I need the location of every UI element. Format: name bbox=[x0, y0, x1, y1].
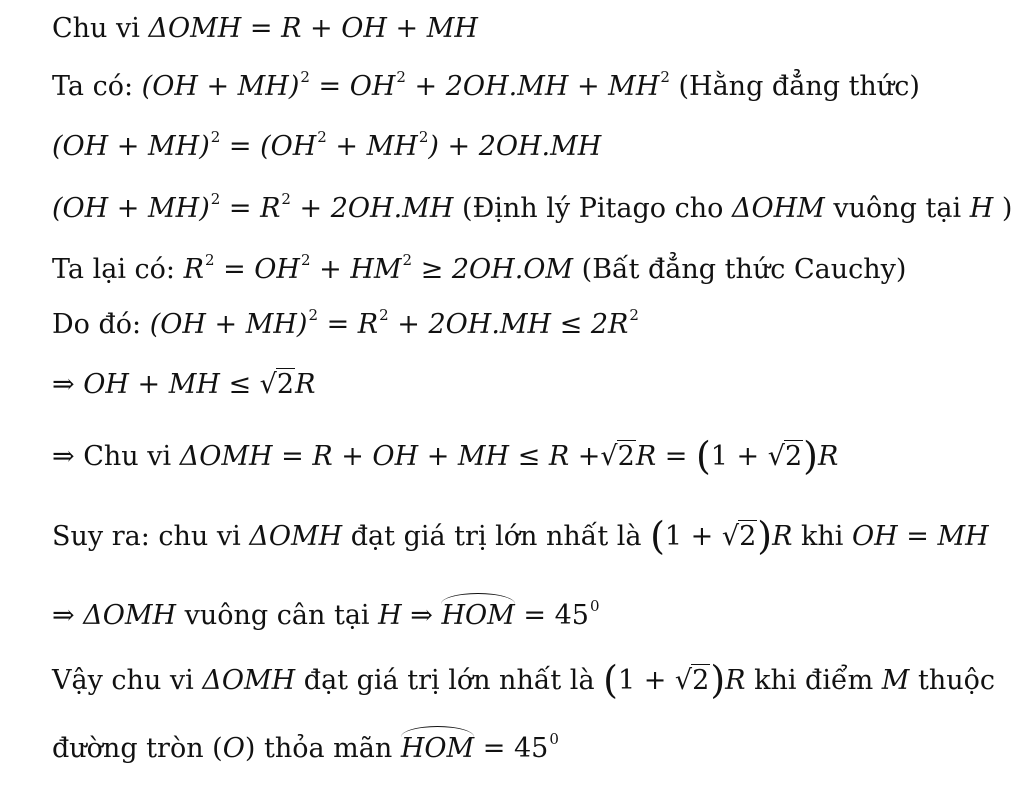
exponent: 2 bbox=[281, 190, 291, 208]
exponent: 2 bbox=[379, 306, 389, 324]
big-paren: ) bbox=[803, 434, 818, 478]
line-isosceles-right bbox=[52, 599, 600, 629]
line-cauchy bbox=[52, 253, 906, 283]
math: + 2OH.MH + MH bbox=[405, 71, 660, 102]
exponent: 2 bbox=[210, 128, 221, 146]
text: ⇒ Chu vi bbox=[52, 441, 180, 472]
line-square-identity bbox=[52, 70, 920, 100]
text: = 45 bbox=[474, 733, 549, 764]
text: (Định lý Pitago cho bbox=[453, 193, 732, 224]
math: (OH + MH) bbox=[141, 71, 300, 102]
math: ΔOHM bbox=[731, 193, 825, 224]
math: ≥ 2OH.OM bbox=[412, 254, 574, 285]
text: ( bbox=[212, 733, 223, 764]
text: Chu vi bbox=[52, 13, 149, 44]
math: R bbox=[725, 665, 746, 696]
text: đạt giá trị lớn nhất là bbox=[295, 665, 604, 696]
text: (Bất đẳng thức Cauchy) bbox=[573, 254, 907, 285]
text: thỏa mãn bbox=[255, 733, 401, 764]
math: R bbox=[183, 254, 204, 285]
math: R bbox=[295, 369, 316, 400]
text: thuộc bbox=[909, 665, 996, 696]
angle-hom: HOM bbox=[441, 600, 515, 631]
text: vuông tại bbox=[824, 193, 970, 224]
math: ) + 2OH.MH bbox=[428, 131, 602, 162]
text: ) bbox=[993, 193, 1013, 224]
exponent: 2 bbox=[204, 251, 215, 269]
big-paren: ) bbox=[757, 514, 773, 558]
sqrt-sign: √ bbox=[600, 441, 618, 472]
exponent: 2 bbox=[418, 128, 429, 146]
math: H bbox=[969, 193, 994, 224]
exponent: 2 bbox=[317, 128, 327, 146]
math: + MH bbox=[326, 131, 418, 162]
exponent: 2 bbox=[629, 306, 639, 324]
math: ΔOMH bbox=[202, 665, 296, 696]
math: = R bbox=[220, 193, 281, 224]
radicand: 2 bbox=[617, 441, 635, 472]
math: O bbox=[222, 733, 245, 764]
line-pythagoras bbox=[52, 192, 1012, 222]
text: ⇒ bbox=[52, 600, 84, 631]
math: + 2OH.MH ≤ 2R bbox=[388, 309, 629, 340]
math: (OH + MH) bbox=[149, 309, 308, 340]
text: đạt giá trị lớn nhất là bbox=[342, 521, 651, 552]
math: + HM bbox=[310, 254, 402, 285]
line-conclusion-1 bbox=[52, 658, 996, 702]
text: Vậy chu vi bbox=[52, 665, 203, 696]
exponent: 0 bbox=[549, 730, 559, 748]
text: Ta lại có: bbox=[52, 254, 184, 285]
text: ) bbox=[244, 733, 256, 764]
line-max-condition bbox=[52, 514, 989, 558]
sqrt-sign: √ bbox=[674, 665, 693, 696]
exponent: 2 bbox=[308, 306, 318, 324]
exponent: 2 bbox=[402, 251, 413, 269]
line-therefore bbox=[52, 308, 639, 338]
line-bound-perimeter bbox=[52, 434, 839, 478]
exponent: 0 bbox=[589, 597, 600, 615]
text: đường tròn bbox=[52, 733, 213, 764]
math: (OH + MH) bbox=[52, 193, 210, 224]
big-paren: ) bbox=[710, 658, 726, 702]
math: R bbox=[772, 521, 793, 552]
exponent: 2 bbox=[300, 251, 311, 269]
math: M bbox=[881, 665, 910, 696]
math: R bbox=[817, 441, 839, 472]
text: Do đó: bbox=[52, 309, 150, 340]
exponent: 2 bbox=[300, 68, 310, 86]
radicand: 2 bbox=[692, 665, 710, 696]
text: 1 + bbox=[617, 665, 675, 696]
math: H bbox=[378, 600, 402, 631]
exponent: 2 bbox=[660, 68, 670, 86]
text: (Hằng đẳng thức) bbox=[669, 71, 920, 102]
exponent: 2 bbox=[210, 190, 221, 208]
sqrt-sign: √ bbox=[259, 369, 277, 400]
math: OH + MH ≤ bbox=[83, 369, 260, 400]
math: OH = MH bbox=[852, 521, 989, 552]
text: vuông cân tại bbox=[176, 600, 379, 631]
line-bound-sum bbox=[52, 371, 315, 398]
math: + 2OH.MH bbox=[290, 193, 454, 224]
math: ΔOMH = R + OH + MH ≤ R + bbox=[179, 441, 601, 472]
radicand: 2 bbox=[739, 521, 757, 552]
text: khi bbox=[792, 521, 853, 552]
text: = 45 bbox=[514, 600, 589, 631]
radicand: 2 bbox=[784, 441, 803, 472]
radicand: 2 bbox=[276, 369, 295, 400]
text: 1 + bbox=[710, 441, 768, 472]
line-conclusion-2 bbox=[52, 732, 559, 762]
math: (OH + MH) bbox=[52, 131, 210, 162]
text: khi điểm bbox=[745, 665, 882, 696]
math: = OH bbox=[309, 71, 396, 102]
exponent: 2 bbox=[396, 68, 406, 86]
math: = R bbox=[318, 309, 379, 340]
math: = OH bbox=[214, 254, 300, 285]
math: = (OH bbox=[220, 131, 317, 162]
text: ⇒ bbox=[52, 369, 84, 400]
text: Suy ra: chu vi bbox=[52, 521, 250, 552]
big-paren: ( bbox=[695, 434, 711, 478]
big-paren: ( bbox=[650, 514, 665, 558]
angle-hom: HOM bbox=[400, 733, 475, 764]
sqrt-sign: √ bbox=[767, 441, 785, 472]
math: R = bbox=[635, 441, 696, 472]
big-paren: ( bbox=[603, 658, 618, 702]
math: ΔOMH bbox=[249, 521, 343, 552]
text: ⇒ bbox=[401, 600, 442, 631]
sqrt-sign: √ bbox=[721, 521, 740, 552]
line-expand-square bbox=[52, 130, 601, 160]
math: ΔOMH bbox=[83, 600, 177, 631]
text: 1 + bbox=[664, 521, 722, 552]
line-perimeter-definition bbox=[52, 15, 478, 42]
text: Ta có: bbox=[52, 71, 142, 102]
math: ΔOMH = R + OH + MH bbox=[148, 13, 478, 44]
